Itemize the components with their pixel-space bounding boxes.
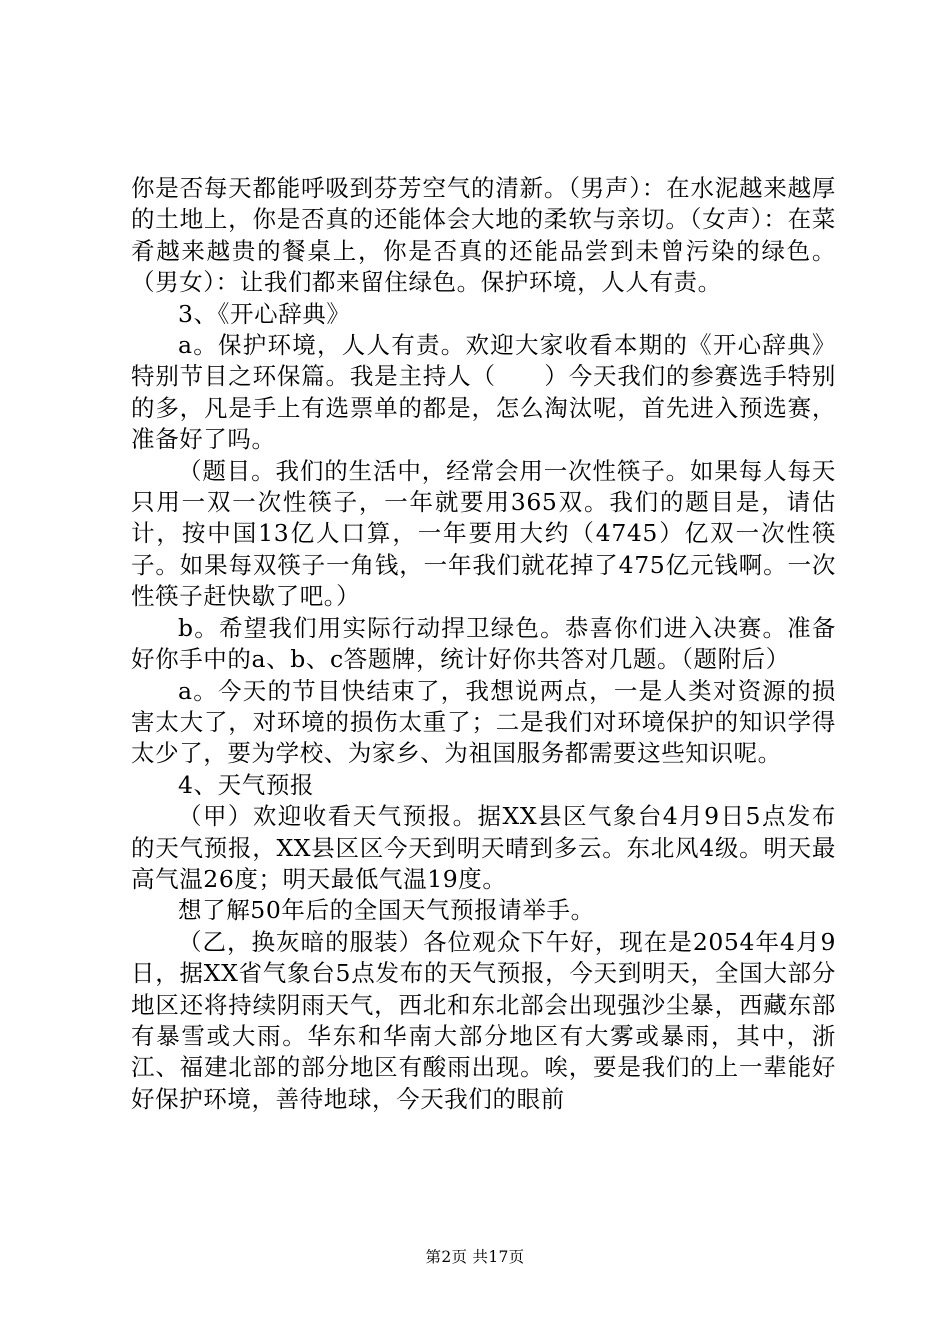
section-heading-weather-forecast: 4、天气预报 bbox=[178, 770, 315, 799]
paragraph-final-round: b。希望我们用实际行动捍卫绿色。恭喜你们进入决赛。准备好你手中的a、b、c答题牌，统计好你共答对几题。（题附后） bbox=[131, 613, 836, 674]
paragraph-host-closing: a。今天的节目快结束了，我想说两点，一是人类对资源的损害太大了，对环境的损伤太重了；二是我们对环境保护的知识学得太少了，要为学校、为家乡、为祖国服务都需要这些知识呢。 bbox=[131, 676, 836, 768]
paragraph-forecast-prompt: 想了解50年后的全国天气预报请举手。 bbox=[178, 896, 595, 925]
document-body bbox=[131, 173, 836, 1115]
section-heading-happy-dictionary: 3、《开心辞典》 bbox=[178, 299, 351, 328]
paragraph-intro: 你是否每天都能呼吸到芬芳空气的清新。（男声）：在水泥越来越厚的土地上，你是否真的还能体会大地的柔软与亲切。（女声）：在菜肴越来越贵的餐桌上，你是否真的还能品尝到未曾污染的绿色。（男女）：让我们都来留住绿色。保护环境，人人有责。 bbox=[131, 174, 836, 297]
paragraph-chopsticks-question: （题目。我们的生活中，经常会用一次性筷子。如果每人每天只用一双一次性筷子，一年就要用365双。我们的题目是，请估计，按中国13亿人口算，一年要用大约（4745）亿双一次性筷子。如果每双筷子一角钱，一年我们就花掉了475亿元钱啊。一次性筷子赶快歇了吧。） bbox=[131, 456, 836, 611]
paragraph-host-opening: a。保护环境，人人有责。欢迎大家收看本期的《开心辞典》特别节目之环保篇。我是主持人（ ）今天我们的参赛选手特别的多，凡是手上有选票单的都是，怎么淘汰呢，首先进入预选赛，准备好了吗。 bbox=[131, 331, 836, 454]
paragraph-forecast-2054: （乙，换灰暗的服装）各位观众下午好，现在是2054年4月9日，据XX省气象台5点发布的天气预报，今天到明天，全国大部分地区还将持续阴雨天气，西北和东北部会出现强沙尘暴，西藏东部有暴雪或大雨。华东和华南大部分地区有大雾或暴雨，其中，浙江、福建北部的部分地区有酸雨出现。唉，要是我们的上一辈能好好保护环境，善待地球，今天我们的眼前 bbox=[131, 927, 836, 1113]
paragraph-forecast-today: （甲）欢迎收看天气预报。据XX县区气象台4月9日5点发布的天气预报，XX县区区今天到明天晴到多云。东北风4级。明天最高气温26度；明天最低气温19度。 bbox=[131, 802, 836, 893]
page-number-footer: 第2页 共17页 bbox=[425, 1248, 525, 1266]
